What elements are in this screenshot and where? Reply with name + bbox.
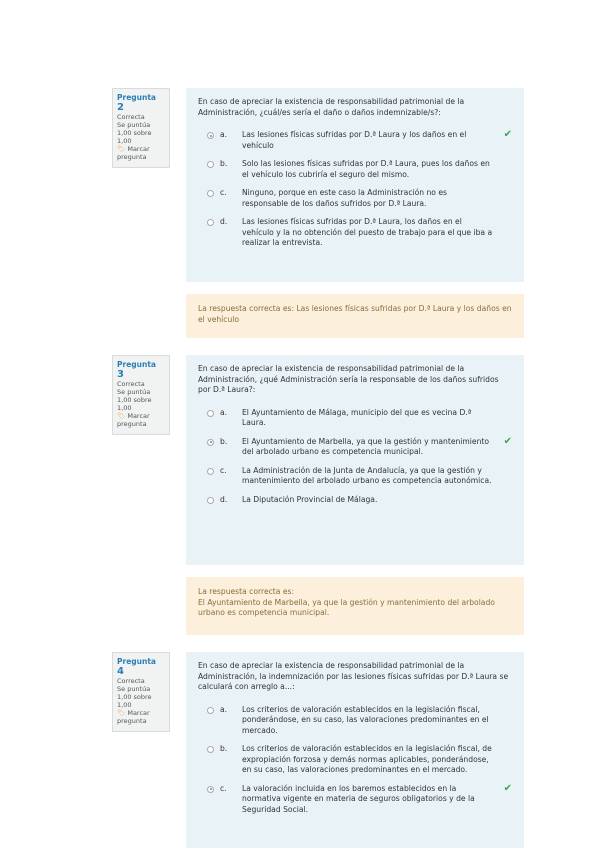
radio-button[interactable] bbox=[207, 132, 214, 139]
radio-button[interactable] bbox=[207, 786, 214, 793]
answer-letter: d. bbox=[220, 494, 228, 504]
question-info bbox=[112, 355, 170, 435]
answer-option-b[interactable] bbox=[198, 437, 512, 458]
answer-letter: b. bbox=[220, 436, 228, 446]
answer-letter: b. bbox=[220, 744, 228, 753]
answer-letter: a. bbox=[220, 704, 228, 714]
answer-letter: c. bbox=[220, 188, 227, 197]
question-text: En caso de apreciar la existencia de responsabilidad patrimonial de la Administración, la indemnización por las lesiones físicas sufridas por D.ª Laura se calculará con arreglo a...: bbox=[198, 661, 509, 691]
answer-option-a[interactable] bbox=[198, 408, 512, 429]
answer-option-a[interactable] bbox=[198, 705, 512, 737]
answer-text: Las lesiones físicas sufridas por D.ª Laura, los daños en el vehículo y la no obtención del puesto de trabajo para el que iba a realizar la entrevista. bbox=[242, 217, 493, 247]
answer-text: Las lesiones físicas sufridas por D.ª Laura y los daños en el vehículo bbox=[242, 130, 467, 150]
answer-letter: c. bbox=[220, 465, 227, 475]
question-info bbox=[112, 88, 170, 168]
question-label: Pregunta bbox=[117, 360, 156, 369]
flag-label-1: Marcar bbox=[127, 412, 150, 420]
flag-question-button[interactable] bbox=[117, 145, 165, 153]
radio-button[interactable] bbox=[207, 190, 214, 197]
question-state: Correcta bbox=[117, 677, 145, 685]
question-formulation bbox=[186, 355, 524, 565]
flag-icon: 🏷 bbox=[117, 709, 126, 717]
answer-option-b[interactable] bbox=[198, 159, 512, 180]
check-icon: ✔ bbox=[503, 129, 512, 140]
question-grade-1: Se puntúa bbox=[117, 388, 151, 396]
answer-text: Solo las lesiones físicas sufridas por D.ª Laura, pues los daños en el vehículo los cubriría el seguro del mismo. bbox=[242, 159, 490, 179]
right-answer-feedback bbox=[186, 577, 524, 635]
question-grade-2: 1,00 sobre bbox=[117, 129, 152, 137]
answer-text: La Diputación Provincial de Málaga. bbox=[242, 494, 378, 504]
answer-letter: a. bbox=[220, 130, 228, 139]
radio-button[interactable] bbox=[207, 468, 214, 475]
feedback-text: La respuesta correcta es: bbox=[198, 587, 295, 596]
answer-option-d[interactable] bbox=[198, 495, 512, 506]
check-icon: ✔ bbox=[503, 435, 512, 447]
question-number bbox=[117, 657, 165, 677]
question-2 bbox=[112, 88, 524, 338]
question-grade-2: 1,00 sobre bbox=[117, 693, 152, 701]
answer-letter: a. bbox=[220, 407, 228, 417]
flag-label-1: Marcar bbox=[127, 145, 150, 153]
question-grade-3: 1,00 bbox=[117, 137, 132, 145]
answer-text: La valoración incluida en los baremos establecidos en la normativa vigente en materia de seguros obligatorios y de la Seguridad Social. bbox=[242, 783, 475, 814]
check-icon: ✔ bbox=[503, 782, 512, 794]
flag-label-2: pregunta bbox=[117, 153, 147, 161]
flag-icon: 🏷 bbox=[117, 145, 126, 153]
question-number-value: 2 bbox=[117, 102, 124, 113]
answer-letter: d. bbox=[220, 217, 228, 226]
question-grade-3: 1,00 bbox=[117, 404, 132, 412]
question-state: Correcta bbox=[117, 113, 145, 121]
question-number-value: 4 bbox=[117, 666, 124, 677]
radio-button[interactable] bbox=[207, 746, 214, 753]
answer-text: Los criterios de valoración establecidos en la legislación fiscal, de expropiación forzosa y demás normas aplicables, ponderándose, en su caso, las valoraciones predominantes en el mercado. bbox=[242, 744, 492, 774]
answer-option-b[interactable] bbox=[198, 744, 512, 776]
feedback-answer-text: El Ayuntamiento de Marbella, ya que la gestión y mantenimiento del arbolado urbano es competencia municipal. bbox=[198, 597, 495, 617]
question-info bbox=[112, 652, 170, 732]
question-formulation bbox=[186, 652, 524, 848]
question-grade-1: Se puntúa bbox=[117, 685, 151, 693]
question-number bbox=[117, 360, 165, 380]
radio-button[interactable] bbox=[207, 219, 214, 226]
question-label: Pregunta bbox=[117, 657, 156, 666]
question-number bbox=[117, 93, 165, 113]
flag-question-button[interactable] bbox=[117, 709, 165, 717]
right-answer-feedback bbox=[186, 294, 524, 338]
answer-letter: b. bbox=[220, 159, 228, 168]
feedback-text: La respuesta correcta es: Las lesiones físicas sufridas por D.ª Laura y los daños en el vehículo bbox=[198, 304, 512, 324]
question-grade-1: Se puntúa bbox=[117, 121, 151, 129]
question-grade-2: 1,00 sobre bbox=[117, 396, 152, 404]
flag-icon: 🏷 bbox=[117, 412, 126, 420]
answer-option-c[interactable] bbox=[198, 784, 512, 816]
radio-button[interactable] bbox=[207, 707, 214, 714]
radio-button[interactable] bbox=[207, 410, 214, 417]
flag-label-2: pregunta bbox=[117, 717, 147, 725]
radio-button[interactable] bbox=[207, 497, 214, 504]
answer-option-c[interactable] bbox=[198, 188, 512, 209]
answer-text: El Ayuntamiento de Málaga, municipio del que es vecina D.ª Laura. bbox=[242, 407, 472, 427]
question-3 bbox=[112, 355, 524, 635]
question-number-value: 3 bbox=[117, 369, 124, 380]
answer-option-d[interactable] bbox=[198, 217, 512, 249]
flag-question-button[interactable] bbox=[117, 412, 165, 420]
answer-text: La Administración de la Junta de Andalucía, ya que la gestión y mantenimiento del arbolado urbano es competencia autonómica. bbox=[242, 465, 492, 485]
question-label: Pregunta bbox=[117, 93, 156, 102]
radio-button[interactable] bbox=[207, 439, 214, 446]
answer-letter: c. bbox=[220, 783, 227, 793]
answer-option-c[interactable] bbox=[198, 466, 512, 487]
question-state: Correcta bbox=[117, 380, 145, 388]
flag-label-1: Marcar bbox=[127, 709, 150, 717]
question-grade-3: 1,00 bbox=[117, 701, 132, 709]
answer-text: Ninguno, porque en este caso la Administración no es responsable de los daños sufridos por D.ª Laura. bbox=[242, 188, 447, 208]
answer-text: El Ayuntamiento de Marbella, ya que la gestión y mantenimiento del arbolado urbano es competencia municipal. bbox=[242, 436, 490, 456]
question-text: En caso de apreciar la existencia de responsabilidad patrimonial de la Administración, ¿qué Administración sería la responsable de los daños sufridos por D.ª Laura?: bbox=[198, 364, 499, 394]
question-text: En caso de apreciar la existencia de responsabilidad patrimonial de la Administración, ¿cuál/es sería el daño o daños indemnizable/s?: bbox=[198, 97, 465, 117]
answer-option-a[interactable] bbox=[198, 130, 512, 151]
answer-text: Los criterios de valoración establecidos en la legislación fiscal, ponderándose, en su caso, las valoraciones predominantes en el mercado. bbox=[242, 704, 489, 735]
radio-button[interactable] bbox=[207, 161, 214, 168]
question-formulation bbox=[186, 88, 524, 282]
flag-label-2: pregunta bbox=[117, 420, 147, 428]
question-4 bbox=[112, 652, 524, 848]
